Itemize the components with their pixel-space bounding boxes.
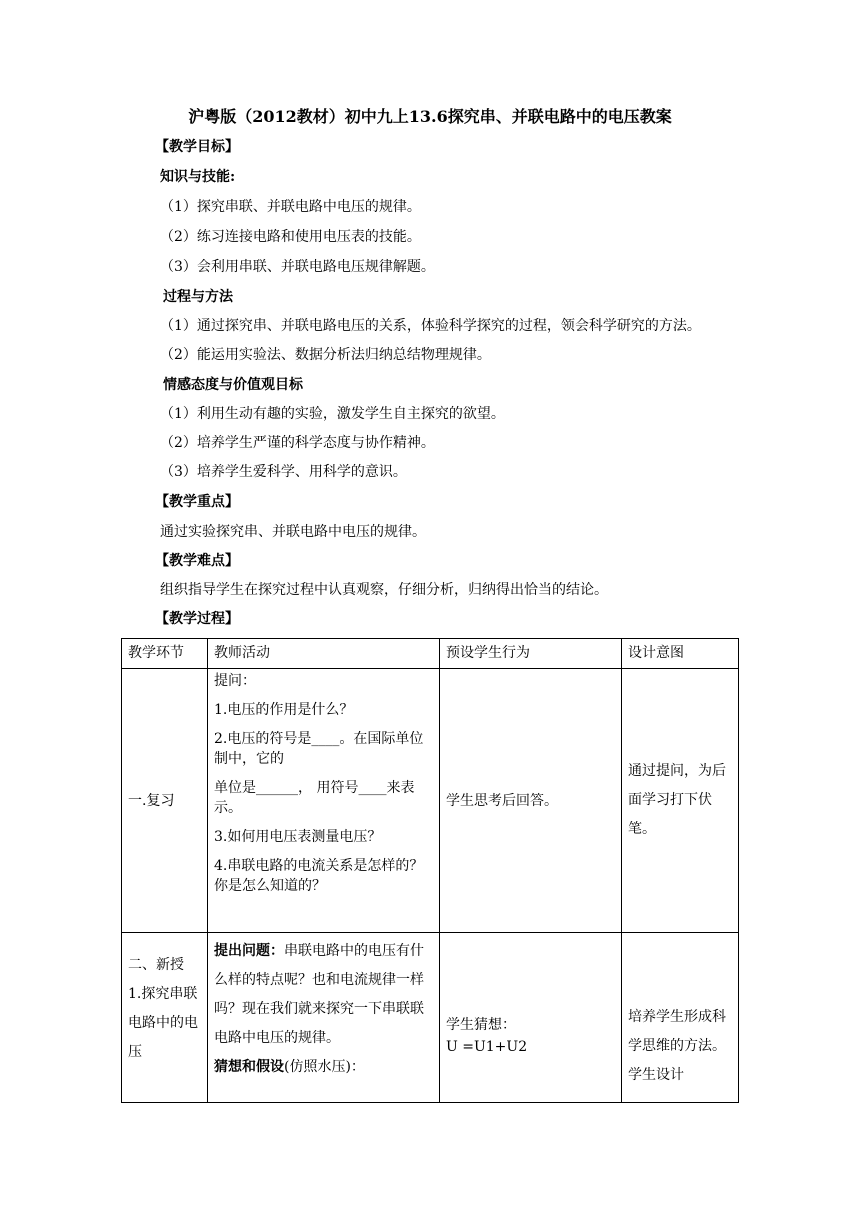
- process-heading: 过程与方法: [163, 289, 233, 305]
- teacher-line: 提问：: [214, 673, 256, 689]
- key-points-heading: 【教学重点】: [155, 494, 239, 510]
- attitude-heading: 情感态度与价值观目标: [163, 377, 303, 393]
- attitude-item: （2）培养学生严谨的科学态度与协作精神。: [160, 435, 435, 451]
- document-title: 沪粤版（2012教材）初中九上13.6探究串、并联电路中的电压教案: [188, 107, 672, 126]
- teacher-activity-cell: [208, 933, 440, 1103]
- student-behavior-cell: 学生思考后回答。: [440, 669, 622, 933]
- student-line: U =U1+U2: [446, 1038, 528, 1055]
- stage-cell: 二、新授 1.探究串联电路中的电压: [122, 933, 208, 1103]
- teacher-line: 4.串联电路的电流关系是怎样的？你是怎么知道的？: [214, 858, 424, 894]
- knowledge-item: （3）会利用串联、并联电路电压规律解题。: [160, 259, 435, 275]
- knowledge-item: （1）探究串联、并联电路中电压的规律。: [160, 199, 421, 215]
- attitude-item: （3）培养学生爱科学、用科学的意识。: [160, 464, 407, 480]
- teacher-text: 串联电路中的电压有什么样的特点呢？也和电流规律一样吗？现在我们就来探究一下串联联电路中电压的规律。: [214, 943, 424, 1046]
- teacher-line: 3.如何用电压表测量电压？: [214, 829, 382, 845]
- teacher-bold-label: 猜想和假设: [214, 1059, 284, 1075]
- table-row: [122, 933, 739, 1103]
- process-item: （1）通过探究串、并联电路电压的关系，体验科学探究的过程，领会科学研究的方法。: [160, 318, 701, 334]
- table-header-row: [122, 639, 739, 669]
- process-item: （2）能运用实验法、数据分析法归纳总结物理规律。: [160, 347, 491, 363]
- teacher-bold-label: 提出问题：: [214, 943, 284, 959]
- student-behavior-cell: [440, 933, 622, 1103]
- table-row: [122, 669, 739, 933]
- difficulty-text: 组织指导学生在探究过程中认真观察，仔细分析，归纳得出恰当的结论。: [160, 582, 608, 598]
- teaching-process-table: [121, 638, 739, 1103]
- process-table-heading: 【教学过程】: [155, 611, 239, 627]
- header-cell: 设计意图: [622, 639, 739, 669]
- key-points-text: 通过实验探究串、并联电路中电压的规律。: [160, 524, 426, 540]
- design-intent-cell: 培养学生形成科学思维的方法。学生设计: [622, 933, 739, 1103]
- header-cell: 教师活动: [208, 639, 440, 669]
- teacher-line: 1.电压的作用是什么？: [214, 702, 354, 718]
- knowledge-heading: 知识与技能:: [160, 169, 236, 185]
- design-intent-cell: 通过提问，为后面学习打下伏笔。: [622, 669, 739, 933]
- teacher-line: 单位是______， 用符号____来表示。: [214, 780, 415, 816]
- teacher-line: 2.电压的符号是____。在国际单位制中，它的: [214, 731, 424, 767]
- stage-cell: 一.复习: [122, 669, 208, 933]
- student-line: 学生猜想：: [446, 1016, 516, 1033]
- objectives-heading: 【教学目标】: [155, 139, 239, 155]
- knowledge-item: （2）练习连接电路和使用电压表的技能。: [160, 229, 421, 245]
- teacher-text: (仿照水压)：: [284, 1059, 365, 1075]
- header-cell: 教学环节: [122, 639, 208, 669]
- attitude-item: （1）利用生动有趣的实验，激发学生自主探究的欲望。: [160, 406, 505, 422]
- difficulty-heading: 【教学难点】: [155, 553, 239, 569]
- teacher-activity-cell: [208, 669, 440, 933]
- header-cell: 预设学生行为: [440, 639, 622, 669]
